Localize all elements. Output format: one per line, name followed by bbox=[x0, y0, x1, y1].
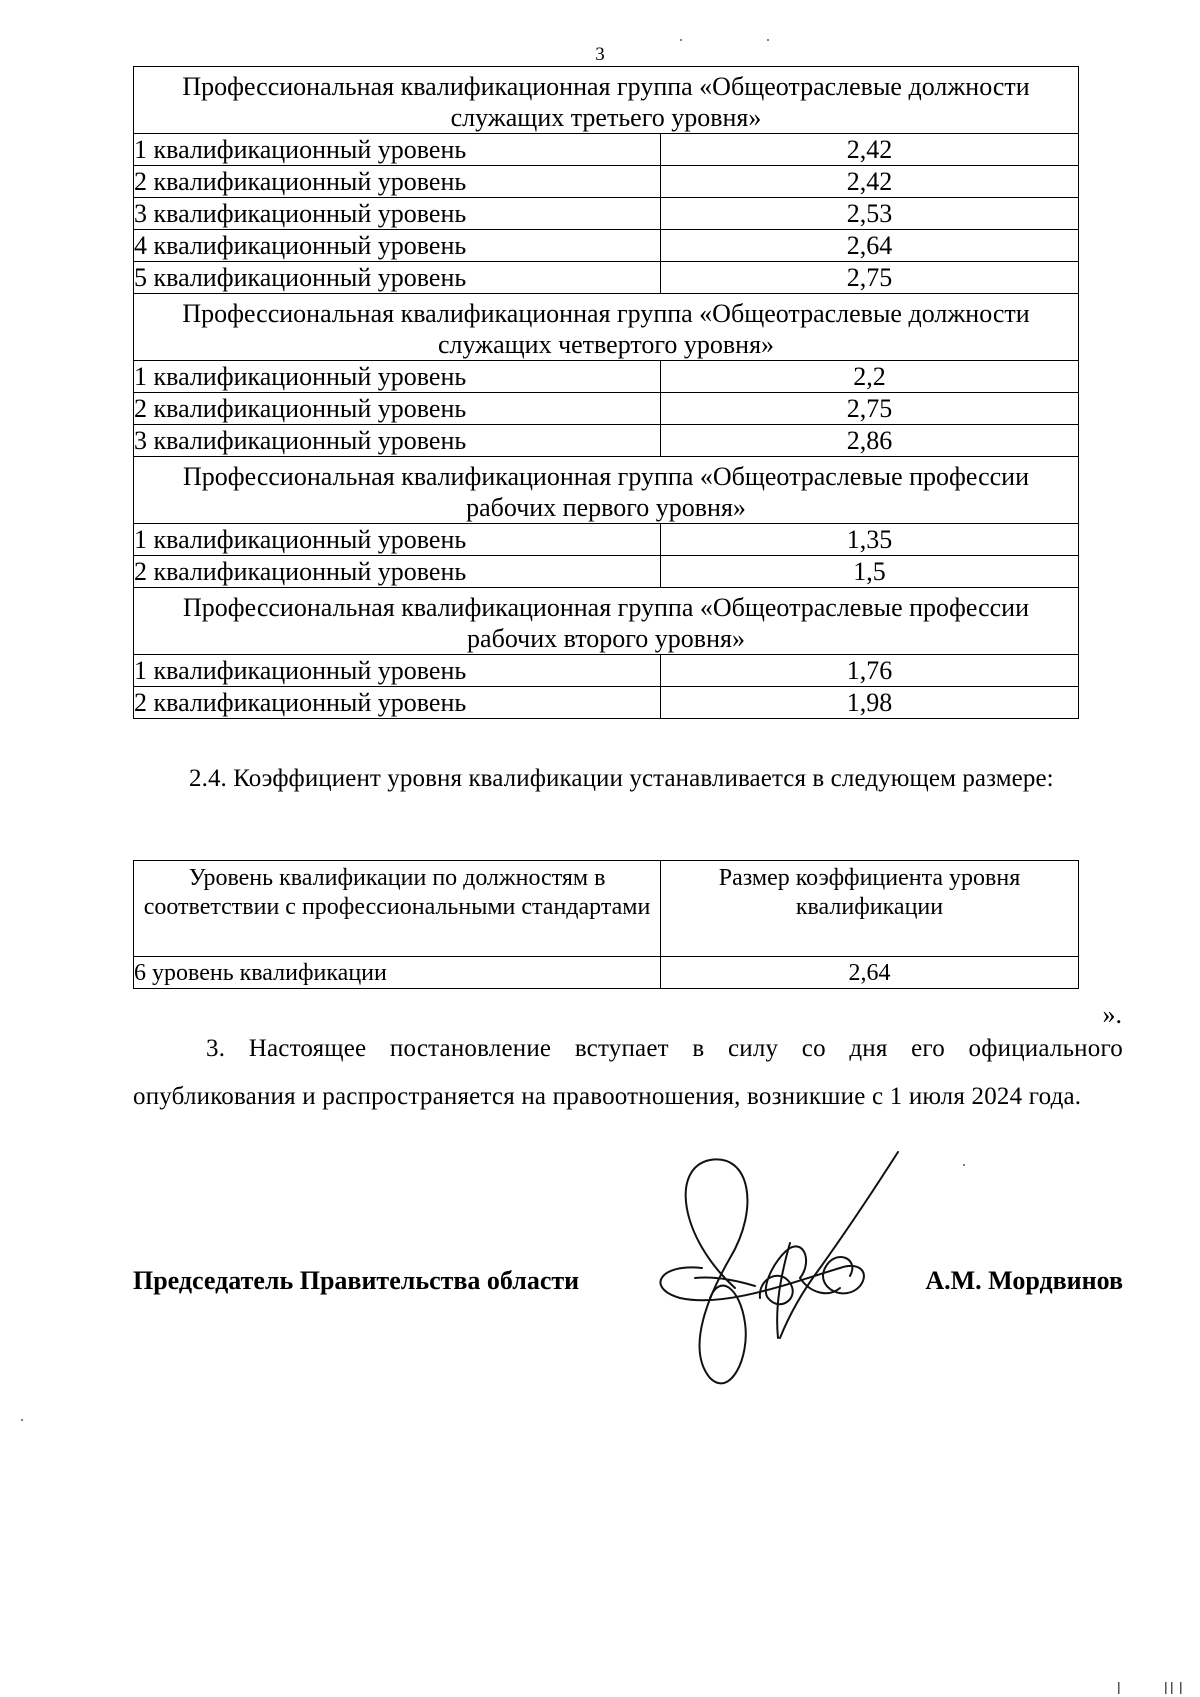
qualification-level: 2 квалификационный уровень bbox=[134, 556, 661, 588]
group-title-line1: Профессиональная квалификационная группа «Общеотраслевые должности bbox=[182, 299, 1030, 328]
group-title-line1: Профессиональная квалификационная группа «Общеотраслевые профессии bbox=[183, 593, 1029, 622]
signatory-position: Председатель Правительства области bbox=[133, 1266, 580, 1295]
coefficient-value: 1,35 bbox=[661, 524, 1079, 556]
coefficient-value: 2,42 bbox=[661, 166, 1079, 198]
signatory-name: А.М. Мордвинов bbox=[925, 1266, 1123, 1295]
coef-header-level: Уровень квалификации по должностям в соответствии с профессиональными стандартами bbox=[134, 861, 661, 957]
closing-quote: ». bbox=[1102, 1000, 1122, 1029]
qualification-level: 2 квалификационный уровень bbox=[134, 687, 661, 719]
coef-header-size: Размер коэффициента уровня квалификации bbox=[661, 861, 1079, 957]
qualification-level: 1 квалификационный уровень bbox=[134, 361, 661, 393]
coefficient-value: 2,64 bbox=[661, 230, 1079, 262]
coef-row-level: 6 уровень квалификации bbox=[134, 957, 661, 989]
coefficient-value: 1,98 bbox=[661, 687, 1079, 719]
group-title-line2: служащих третьего уровня» bbox=[450, 103, 762, 132]
group-title-line2: служащих четвертого уровня» bbox=[437, 330, 775, 359]
page-number: 3 bbox=[595, 44, 605, 65]
qualification-level: 2 квалификационный уровень bbox=[134, 393, 661, 425]
qualification-level: 1 квалификационный уровень bbox=[134, 524, 661, 556]
group-title-line1: Профессиональная квалификационная группа «Общеотраслевые профессии bbox=[183, 462, 1029, 491]
coefficient-value: 2,53 bbox=[661, 198, 1079, 230]
coefficient-value: 2,75 bbox=[661, 393, 1079, 425]
coefficient-value: 2,2 bbox=[661, 361, 1079, 393]
paragraph-2-4: 2.4. Коэффициент уровня квалификации устанавливается в следующем размере: bbox=[189, 765, 1054, 792]
group-title-line2: рабочих первого уровня» bbox=[466, 493, 746, 522]
coefficient-value: 2,42 bbox=[661, 134, 1079, 166]
qualification-level: 3 квалификационный уровень bbox=[134, 425, 661, 457]
coefficient-value: 2,86 bbox=[661, 425, 1079, 457]
qualification-level: 1 квалификационный уровень bbox=[134, 134, 661, 166]
qualification-level: 3 квалификационный уровень bbox=[134, 198, 661, 230]
coef-row-value: 2,64 bbox=[661, 957, 1079, 989]
paragraph-3: 3. Настоящее постановление вступает в силу со дня его официального опубликования и распространяется на правоотношения, возникшие с 1 июля 2024 года. bbox=[133, 1035, 1123, 1110]
coefficient-value: 1,76 bbox=[661, 655, 1079, 687]
qualification-level: 5 квалификационный уровень bbox=[134, 262, 661, 294]
qualification-level: 1 квалификационный уровень bbox=[134, 655, 661, 687]
coefficient-value: 2,75 bbox=[661, 262, 1079, 294]
qualification-level: 2 квалификационный уровень bbox=[134, 166, 661, 198]
group-title-line1: Профессиональная квалификационная группа «Общеотраслевые должности bbox=[182, 72, 1030, 101]
qualification-level: 4 квалификационный уровень bbox=[134, 230, 661, 262]
group-title-line2: рабочих второго уровня» bbox=[467, 624, 745, 653]
coefficient-value: 1,5 bbox=[661, 556, 1079, 588]
